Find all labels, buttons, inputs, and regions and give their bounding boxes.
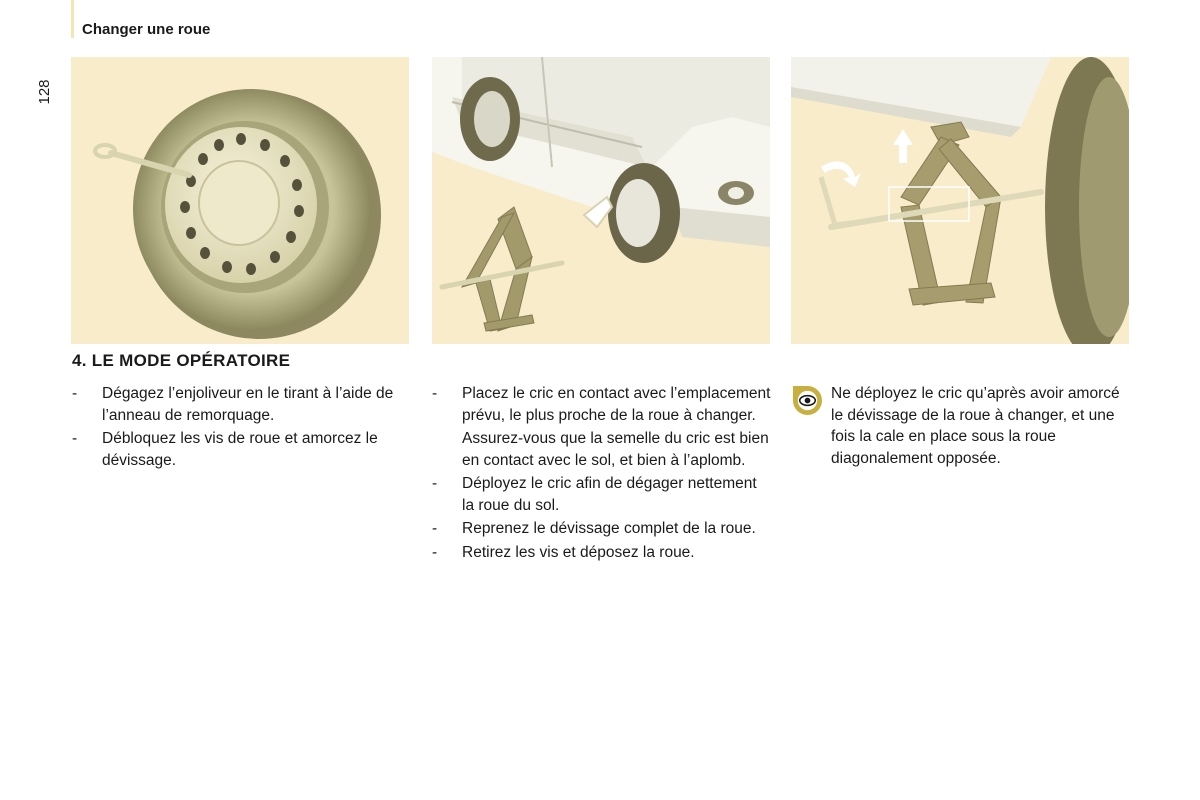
list-item: - Dégagez l’enjoliveur en le tirant à l’aide de l’anneau de remorquage. [72, 385, 394, 424]
list-item: - Placez le cric en contact avec l’emplacement prévu, le plus proche de la roue à changer. [432, 385, 771, 424]
bullet: - [432, 475, 438, 492]
bullet: - [432, 543, 438, 561]
bullet: - [432, 385, 438, 402]
list-item: - Retirez les vis et déposez la roue. [432, 542, 772, 564]
bullet: - [432, 520, 438, 537]
list-item: - Débloquez les vis de roue et amorcez le dévissage. [72, 430, 378, 469]
steps-column-2 [432, 383, 772, 565]
warning-note-column [792, 383, 1132, 469]
bullet: - [72, 430, 78, 447]
list-item: - Reprenez le dévissage complet de la roue. [432, 518, 772, 540]
steps-column-1 [72, 383, 412, 473]
page-number: 128 [36, 79, 53, 105]
van-jack-illustration [432, 57, 770, 344]
bullet: - [72, 385, 78, 402]
wheel-illustration [71, 57, 409, 344]
section-title: 4. LE MODE OPÉRATOIRE [72, 351, 291, 370]
list-item: - Déployez le cric afin de dégager nettement la roue du sol. [432, 475, 757, 514]
jack-lifting-illustration [791, 57, 1129, 344]
header-side-bar [71, 0, 74, 38]
eye-warning-icon [792, 385, 823, 416]
page-header-title: Changer une roue [82, 21, 211, 38]
jack-alignment-note: Assurez-vous que la semelle du cric est bien en contact avec le sol, et bien à l’aplomb. [462, 430, 769, 469]
warning-note-text: Ne déployez le cric qu’après avoir amorcé le dévissage de la roue à changer, et une fois la cale en place sous la roue diagonalement opposée. [831, 385, 1120, 467]
